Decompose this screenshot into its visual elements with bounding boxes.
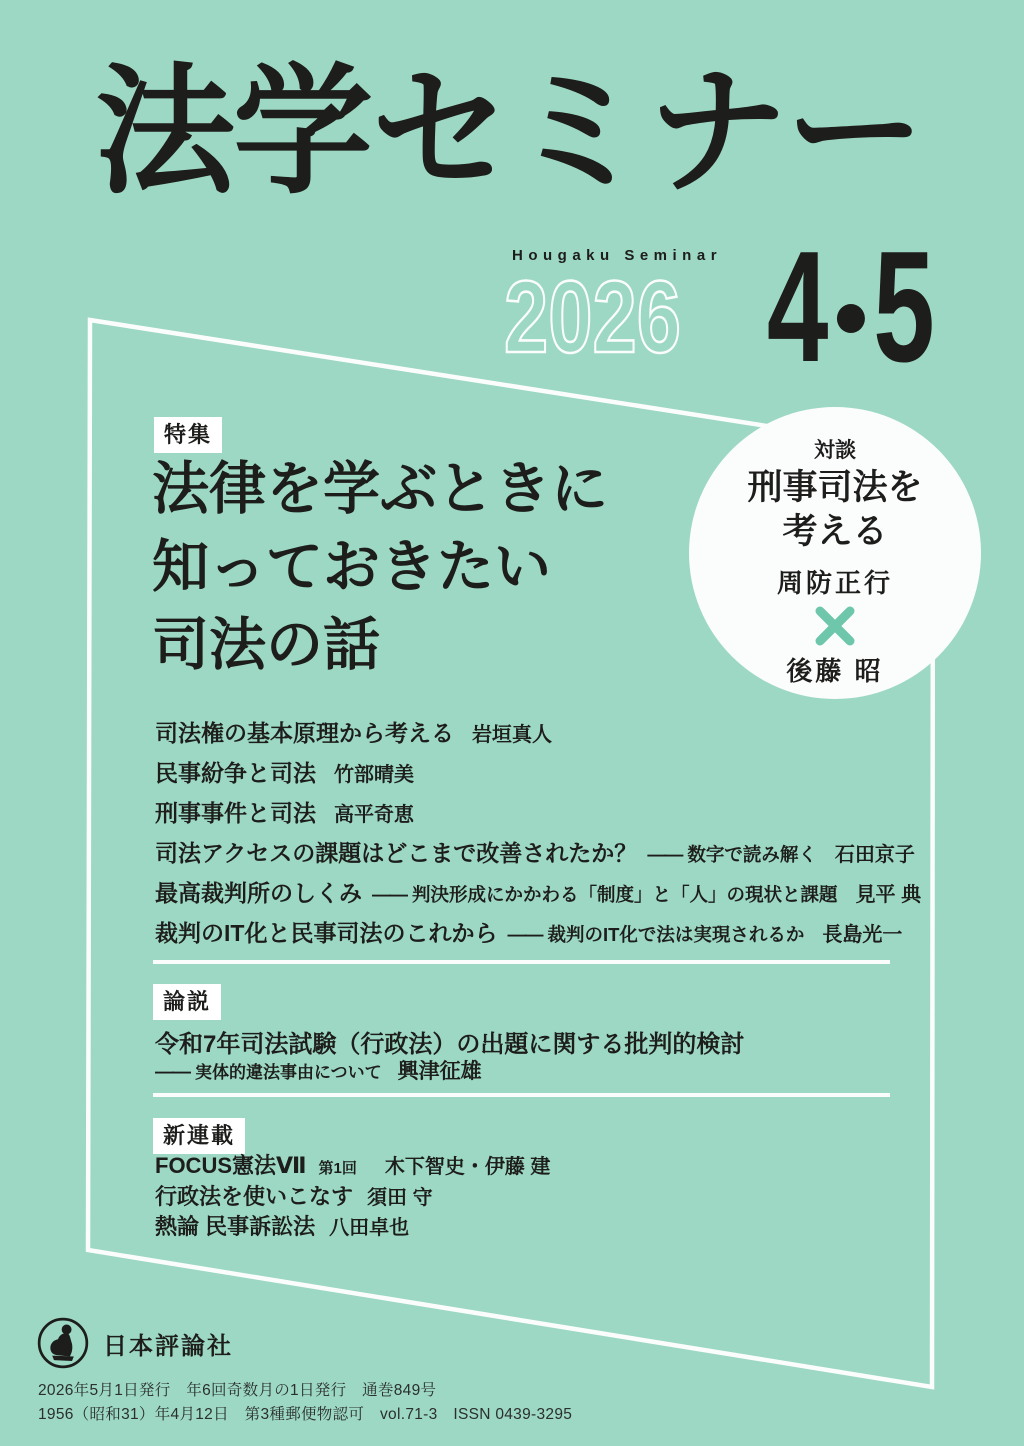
article-item: 裁判のIT化と民事司法のこれから ―― 裁判のIT化で法は実現されるか 長島光一	[155, 920, 903, 946]
dash-separator: ――	[155, 1062, 189, 1083]
series-item: FOCUS憲法Ⅶ 第1回 木下智史・伊藤 建	[155, 1153, 551, 1178]
dash-separator: ――	[372, 885, 406, 906]
feature-title-line3: 司法の話	[152, 613, 380, 677]
dialogue-person-2: 後藤 昭	[786, 656, 884, 686]
dialogue-title	[747, 466, 922, 554]
article-item: 司法権の基本原理から考える 岩垣真人	[155, 720, 552, 746]
dialogue-circle	[689, 407, 981, 699]
dash-separator: ――	[507, 925, 542, 946]
dialogue-person-1: 周防正行	[776, 568, 893, 598]
issue-year: 2026	[504, 260, 681, 374]
series-item: 熱論 民事訴訟法 八田卓也	[155, 1214, 410, 1239]
ronsetsu-author: 興津征雄	[397, 1060, 482, 1083]
colophon-line-2: 1956（昭和31）年4月12日 第3種郵便物認可 vol.71-3 ISSN 0439-3295	[38, 1406, 573, 1423]
article-item: 民事紛争と司法 竹部晴美	[155, 760, 414, 786]
ronsetsu-article-subtitle: ―― 実体的違法事由について 興津征雄	[155, 1060, 482, 1083]
dash-separator: ――	[647, 845, 682, 866]
feature-tag: 特集	[154, 417, 222, 453]
article-item: 刑事事件と司法 高平奇恵	[155, 800, 414, 826]
ronsetsu-tag: 論説	[153, 984, 221, 1020]
magazine-title-romaji: Hougaku Seminar	[512, 247, 723, 264]
feature-title-line1: 法律を学ぶときに	[152, 457, 608, 521]
section-divider	[153, 1093, 890, 1097]
publisher-row	[36, 1316, 233, 1370]
magazine-title: 法学セミナー	[95, 53, 924, 210]
section-divider	[153, 960, 890, 964]
issue-month-april: 4	[767, 219, 829, 395]
issue-number	[767, 219, 935, 395]
new-series-tag: 新連載	[153, 1118, 245, 1154]
feature-title-line2: 知っておきたい	[152, 535, 551, 599]
feature-article-list	[155, 715, 921, 955]
issue-month-may: 5	[873, 219, 935, 395]
dialogue-label: 対談	[814, 439, 856, 462]
article-item: 司法アクセスの課題はどこまで改善されたか？ ―― 数字で読み解く 石田京子	[155, 840, 915, 866]
feature-title	[152, 450, 608, 684]
publisher-thinker-logo-icon	[36, 1316, 90, 1370]
issue-dot-icon	[837, 304, 865, 333]
article-item: 最高裁判所のしくみ ―― 判決形成にかかわる「制度」と「人」の現状と課題 見平 典	[155, 880, 922, 906]
ronsetsu-article-title: 令和7年司法試験（行政法）の出題に関する批判的検討	[155, 1031, 745, 1058]
series-item: 行政法を使いこなす 須田 守	[155, 1183, 433, 1209]
publisher-name: 日本評論社	[103, 1332, 233, 1360]
series-episode-note: 第1回	[318, 1160, 357, 1177]
dialogue-title-line1: 刑事司法を	[747, 468, 923, 507]
dialogue-title-line2: 考える	[782, 512, 888, 551]
cross-x-icon	[812, 603, 858, 649]
colophon-line-1: 2026年5月1日発行 年6回奇数月の1日発行 通巻849号	[38, 1382, 437, 1399]
new-series-list	[155, 1152, 550, 1244]
